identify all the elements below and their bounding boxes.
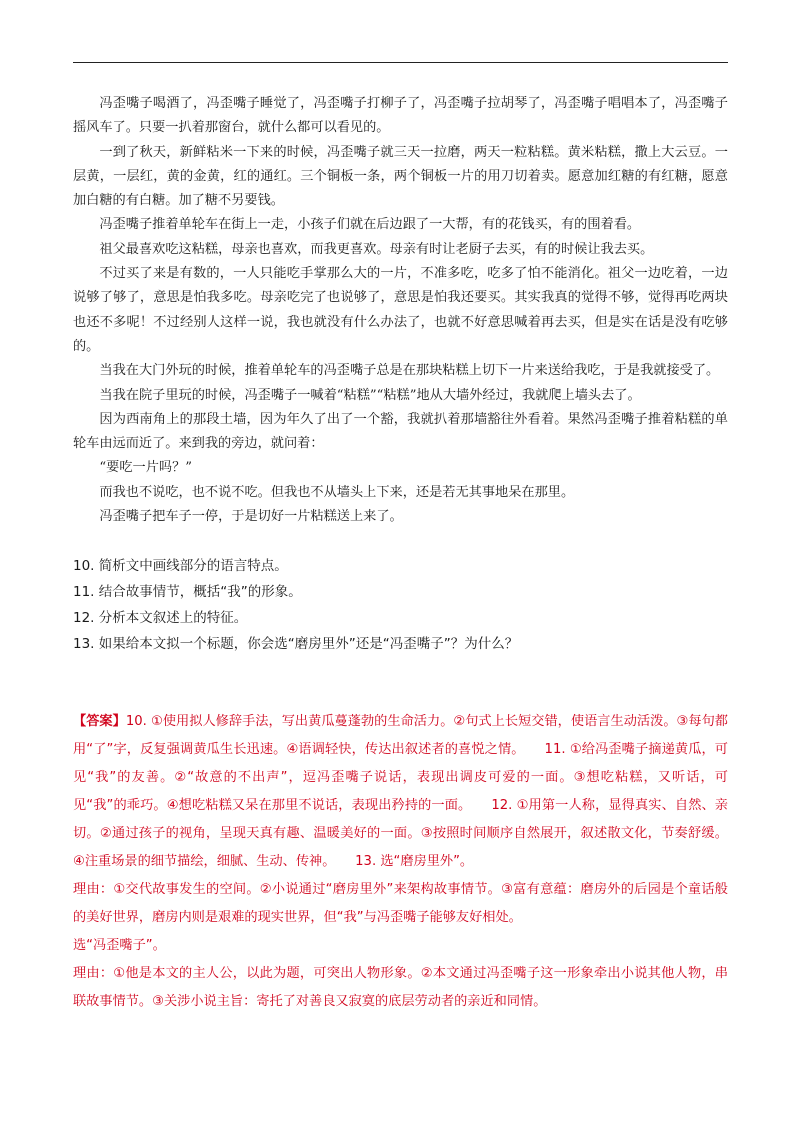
question-item: 13. 如果给本文拟一个标题，你会选“磨房里外”还是“冯歪嘴子”？为什么？ <box>73 636 519 652</box>
answer-reason-2: 理由：①他是本文的主人公，以此为题，可突出人物形象。②本文通过冯歪嘴子这一形象牵出小说其他人物，串联故事情节。③关涉小说主旨：寄托了对善良又寂寞的底层劳动者的亲近和同情。 <box>73 966 728 1009</box>
passage-paragraph: “要吃一片吗？” <box>99 460 192 476</box>
passage-paragraph: 而我也不说吃，也不说不吃。但我也不从墙头上下来，还是若无其事地呆在那里。 <box>99 484 575 500</box>
answer-reason-1: 理由：①交代故事发生的空间。②小说通过“磨房里外”来架构故事情节。③富有意蕴：磨房外的后园是个童话般的美好世界，磨房内则是艰难的现实世界，但“我”与冯歪嘴子能够友好相处。 <box>73 882 728 925</box>
answer-main-text: 10. ①使用拟人修辞手法，写出黄瓜蔓蓬勃的生命活力。②句式上长短交错，使语言生动活泼。③每句都用“了”字，反复强调黄瓜生长迅速。④语调轻快，传达出叙述者的喜悦之情。 11. ①给冯歪嘴子摘递黄瓜，可见“我”的友善。②“故意的不出声”，逗冯歪嘴子说话，表现出调皮可爱的一面。③想吃粘糕，又听话，可见“我”的乖巧。④想吃粘糕又呆在那里不说话，表现出矜持的一面。 12. ①用第一人称，显得真实、自然、亲切。②通过孩子的视角，呈现天真有趣、温暖美好的一面。③按照时间顺序自然展开，叙述散文化，节奏舒缓。④注重场景的细节描绘，细腻、生动、传神。 13. 选“磨房里外”。 <box>73 714 728 869</box>
passage-paragraph: 冯歪嘴子喝酒了，冯歪嘴子睡觉了，冯歪嘴子打柳子了，冯歪嘴子拉胡琴了，冯歪嘴子唱唱本了，冯歪嘴子摇风车了。只要一扒着那窗台，就什么都可以看见的。 <box>73 96 728 136</box>
answer-choice-2: 选“冯歪嘴子”。 <box>73 938 166 953</box>
passage-paragraph: 因为西南角上的那段土墙，因为年久了出了一个豁，我就扒着那墙豁往外看着。果然冯歪嘴子推着粘糕的单轮车由远而近了。来到我的旁边，就问着： <box>73 411 728 452</box>
answer-section <box>73 708 728 1016</box>
question-item: 12. 分析本文叙述上的特征。 <box>73 610 248 626</box>
passage-paragraph: 当我在大门外玩的时候，推着单轮车的冯歪嘴子总是在那块粘糕上切下一片来送给我吃，于是我就接受了。 <box>99 363 720 379</box>
question-list <box>73 553 728 657</box>
question-item: 10. 简析文中画线部分的语言特点。 <box>73 558 288 574</box>
passage-paragraph: 当我在院子里玩的时候，冯歪嘴子一喊着“粘糕”“粘糕”地从大墙外经过，我就爬上墙头去了。 <box>99 387 641 403</box>
header-rule <box>73 62 728 63</box>
passage-paragraph: 祖父最喜欢吃这粘糕，母亲也喜欢，而我更喜欢。母亲有时让老厨子去买，有的时候让我去买。 <box>99 241 654 257</box>
passage-paragraph: 冯歪嘴子推着单轮车在街上一走，小孩子们就在后边跟了一大帮，有的花钱买，有的围着看。 <box>99 217 641 233</box>
passage-paragraph: 冯歪嘴子把车子一停，于是切好一片粘糕送上来了。 <box>99 509 403 525</box>
question-item: 11. 结合故事情节，概括“我”的形象。 <box>73 584 302 600</box>
reading-passage <box>73 92 728 529</box>
passage-paragraph: 不过买了来是有数的，一人只能吃手掌那么大的一片，不准多吃，吃多了怕不能消化。祖父一边吃着，一边说够了够了，意思是怕我多吃。母亲吃完了也说够了，意思是怕我还要买。其实我真的觉得不够，觉得再吃两块也还不多呢！不过经别人这样一说，我也就没有什么办法了，也就不好意思喊着再去买，但是实在话是没有吃够的。 <box>73 266 728 354</box>
answer-label: 【答案】 <box>73 714 126 729</box>
passage-paragraph: 一到了秋天，新鲜粘米一下来的时候，冯歪嘴子就三天一拉磨，两天一粒粘糕。黄米粘糕，撒上大云豆。一层黄，一层红，黄的金黄，红的通红。三个铜板一条，两个铜板一片的用刀切着卖。愿意加红糖的有红糖，愿意加白糖的有白糖。加了糖不另要钱。 <box>73 144 728 209</box>
answer-main <box>73 708 728 876</box>
